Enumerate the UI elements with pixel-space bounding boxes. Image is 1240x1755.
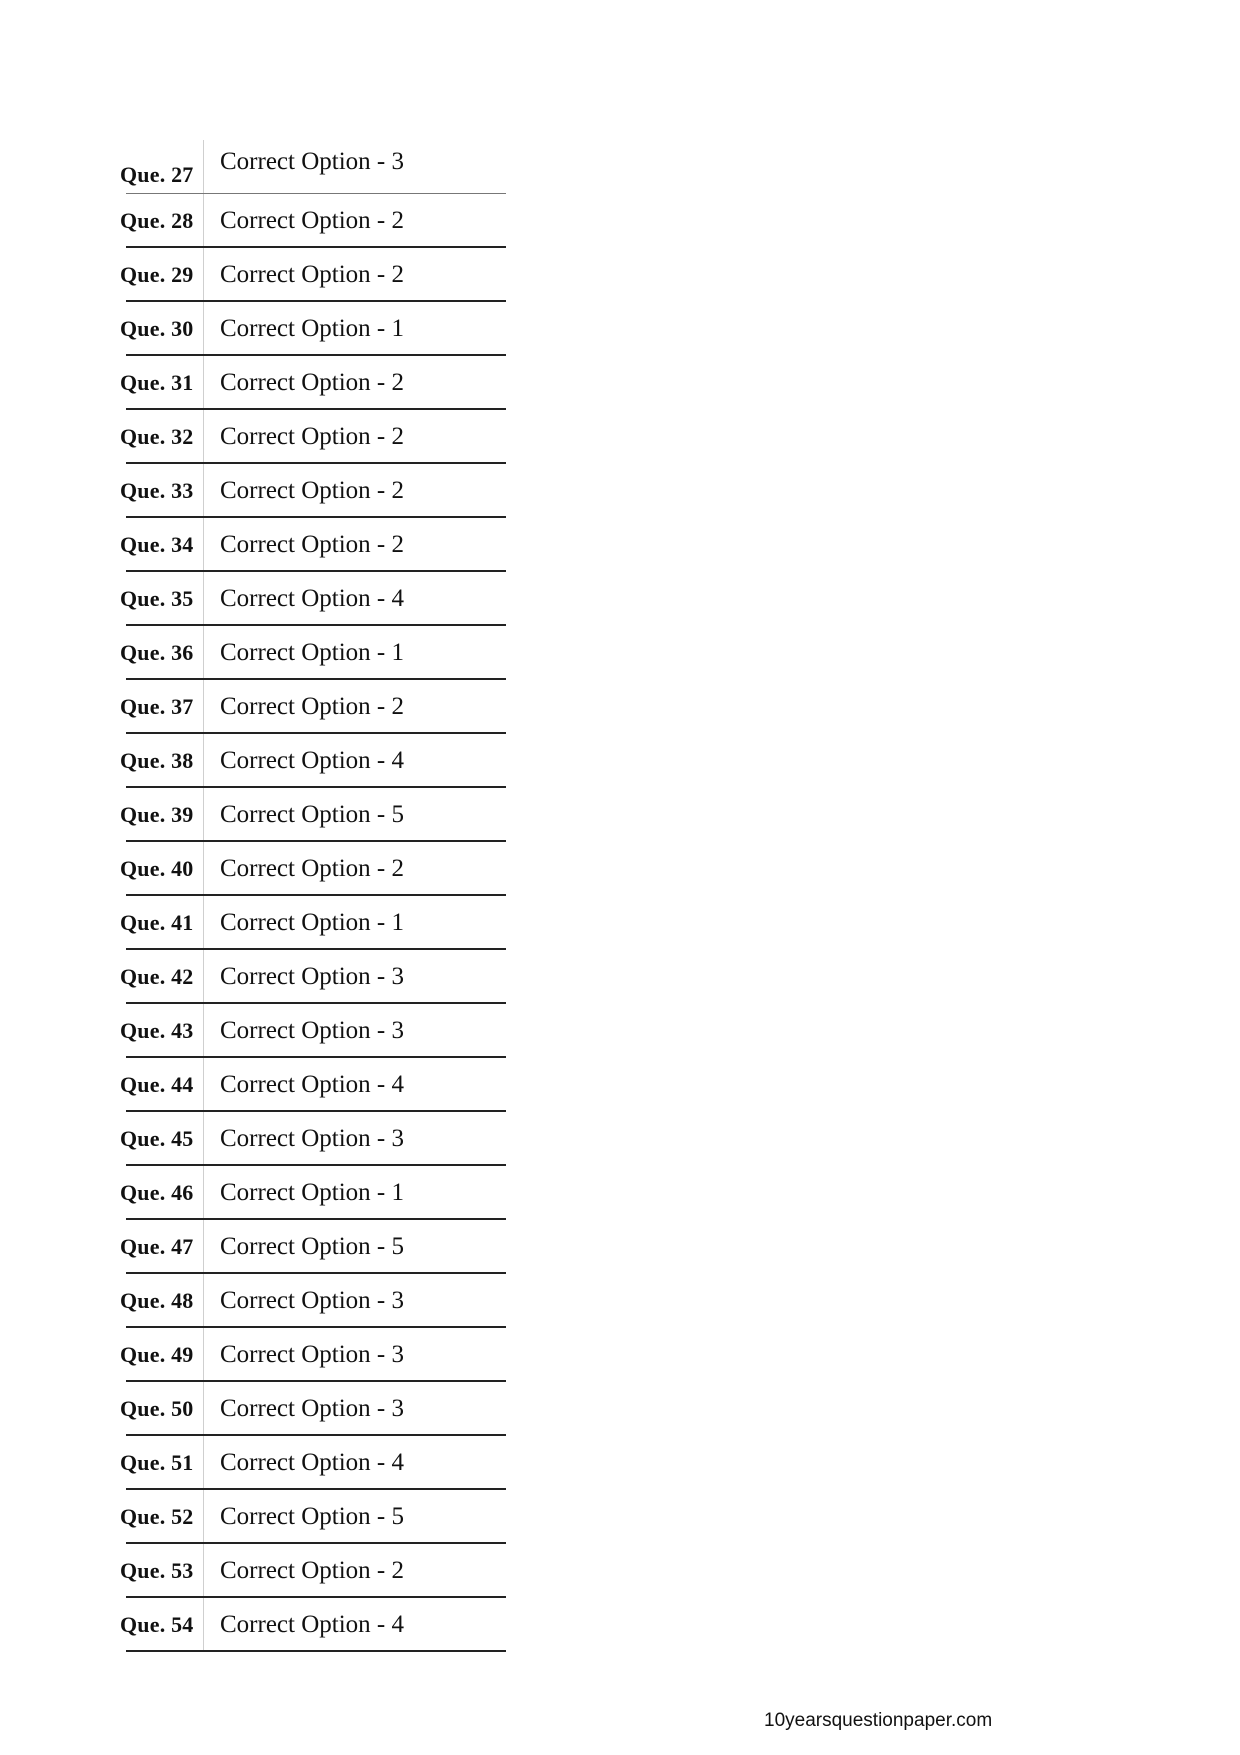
correct-option: Correct Option - 3	[220, 1395, 404, 1422]
correct-option: Correct Option - 4	[220, 1071, 404, 1098]
question-number: Que. 40	[112, 842, 204, 896]
correct-option: Correct Option - 1	[220, 1179, 404, 1206]
correct-option: Correct Option - 5	[220, 801, 404, 828]
correct-option: Correct Option - 1	[220, 639, 404, 666]
correct-option: Correct Option - 2	[220, 531, 404, 558]
question-number: Que. 45	[112, 1112, 204, 1166]
correct-option: Correct Option - 2	[220, 693, 404, 720]
correct-option: Correct Option - 3	[220, 1287, 404, 1314]
correct-option: Correct Option - 3	[220, 1341, 404, 1368]
answer-row-36	[112, 626, 506, 680]
question-number: Que. 27	[112, 140, 204, 194]
question-number: Que. 34	[112, 518, 204, 572]
answer-row-37	[112, 680, 506, 734]
answer-row-54	[112, 1598, 506, 1652]
question-number: Que. 44	[112, 1058, 204, 1112]
question-number: Que. 53	[112, 1544, 204, 1598]
correct-option: Correct Option - 5	[220, 1233, 404, 1260]
answer-row-31	[112, 356, 506, 410]
question-number: Que. 31	[112, 356, 204, 410]
correct-option: Correct Option - 4	[220, 585, 404, 612]
answer-row-35	[112, 572, 506, 626]
answer-row-29	[112, 248, 506, 302]
correct-option: Correct Option - 1	[220, 909, 404, 936]
answer-row-41	[112, 896, 506, 950]
correct-option: Correct Option - 2	[220, 369, 404, 396]
answer-row-38	[112, 734, 506, 788]
answer-row-42	[112, 950, 506, 1004]
question-number: Que. 29	[112, 248, 204, 302]
answer-row-45	[112, 1112, 506, 1166]
answer-row-52	[112, 1490, 506, 1544]
question-number: Que. 30	[112, 302, 204, 356]
question-number: Que. 35	[112, 572, 204, 626]
correct-option: Correct Option - 3	[220, 1125, 404, 1152]
answer-row-39	[112, 788, 506, 842]
correct-option: Correct Option - 4	[220, 747, 404, 774]
question-number: Que. 33	[112, 464, 204, 518]
correct-option: Correct Option - 4	[220, 1449, 404, 1476]
answer-row-48	[112, 1274, 506, 1328]
question-number: Que. 49	[112, 1328, 204, 1382]
question-number: Que. 42	[112, 950, 204, 1004]
question-number: Que. 50	[112, 1382, 204, 1436]
question-number: Que. 51	[112, 1436, 204, 1490]
question-number: Que. 46	[112, 1166, 204, 1220]
correct-option: Correct Option - 5	[220, 1503, 404, 1530]
answer-row-27	[112, 140, 506, 194]
correct-option: Correct Option - 3	[220, 148, 404, 175]
answer-row-43	[112, 1004, 506, 1058]
answer-row-46	[112, 1166, 506, 1220]
answer-row-50	[112, 1382, 506, 1436]
question-number: Que. 28	[112, 194, 204, 248]
question-number: Que. 54	[112, 1598, 204, 1652]
answer-row-28	[112, 194, 506, 248]
correct-option: Correct Option - 2	[220, 261, 404, 288]
question-number: Que. 32	[112, 410, 204, 464]
correct-option: Correct Option - 4	[220, 1611, 404, 1638]
answer-row-32	[112, 410, 506, 464]
question-number: Que. 43	[112, 1004, 204, 1058]
answer-row-40	[112, 842, 506, 896]
correct-option: Correct Option - 2	[220, 855, 404, 882]
correct-option: Correct Option - 2	[220, 423, 404, 450]
answer-row-51	[112, 1436, 506, 1490]
answer-row-34	[112, 518, 506, 572]
question-number: Que. 38	[112, 734, 204, 788]
correct-option: Correct Option - 2	[220, 1557, 404, 1584]
answer-row-30	[112, 302, 506, 356]
footer-website: 10yearsquestionpaper.com	[764, 1710, 993, 1731]
correct-option: Correct Option - 2	[220, 477, 404, 504]
answer-key-table	[112, 140, 506, 1652]
correct-option: Correct Option - 3	[220, 963, 404, 990]
correct-option: Correct Option - 1	[220, 315, 404, 342]
answer-row-44	[112, 1058, 506, 1112]
answer-row-53	[112, 1544, 506, 1598]
answer-row-49	[112, 1328, 506, 1382]
question-number: Que. 47	[112, 1220, 204, 1274]
answer-row-47	[112, 1220, 506, 1274]
question-number: Que. 39	[112, 788, 204, 842]
question-number: Que. 41	[112, 896, 204, 950]
question-number: Que. 48	[112, 1274, 204, 1328]
correct-option: Correct Option - 2	[220, 207, 404, 234]
correct-option: Correct Option - 3	[220, 1017, 404, 1044]
question-number: Que. 37	[112, 680, 204, 734]
question-number: Que. 36	[112, 626, 204, 680]
answer-row-33	[112, 464, 506, 518]
question-number: Que. 52	[112, 1490, 204, 1544]
